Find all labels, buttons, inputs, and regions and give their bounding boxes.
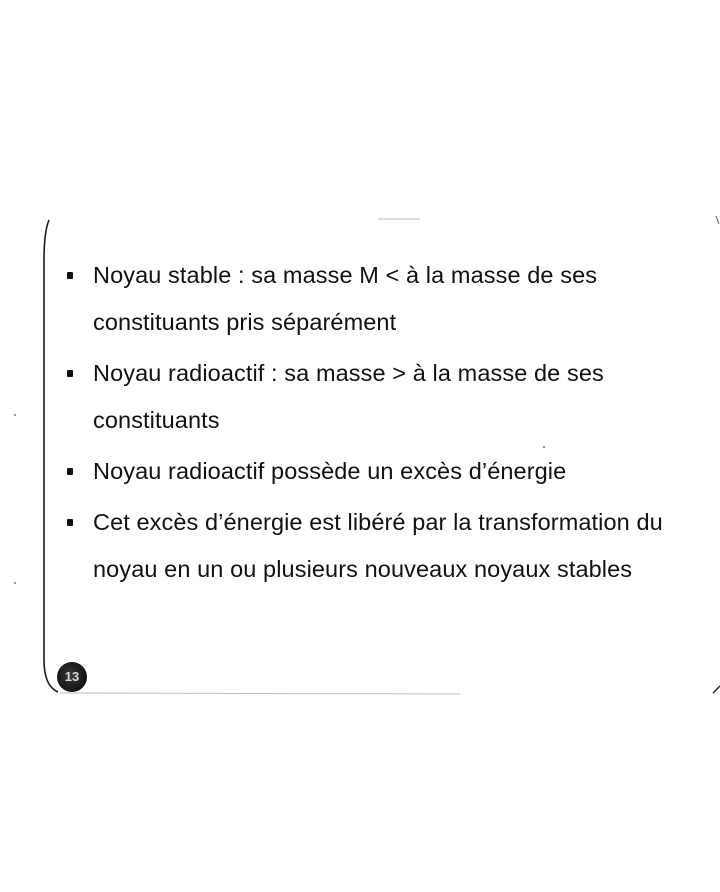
bullet-text: Noyau radioactif possède un excès d’énergie [93,458,567,484]
bullet-icon [67,370,73,377]
bullet-icon [67,468,73,475]
bullet-list [62,252,702,597]
scan-speck [14,582,16,584]
bullet-item [62,350,702,444]
bullet-item [62,252,702,346]
bullet-icon [67,519,73,526]
bullet-text: Noyau radioactif : sa masse > à la masse de ses constituants [93,360,604,433]
page-number-badge: 13 [57,662,87,692]
bullet-item [62,448,702,495]
bullet-item [62,499,702,593]
bullet-icon [67,272,73,279]
bullet-text: Noyau stable : sa masse M < à la masse de ses constituants pris séparément [93,262,598,335]
scan-speck [14,414,16,416]
bullet-text: Cet excès d’énergie est libéré par la transformation du noyau en un ou plusieurs nouveaux noyaux stables [93,509,663,582]
